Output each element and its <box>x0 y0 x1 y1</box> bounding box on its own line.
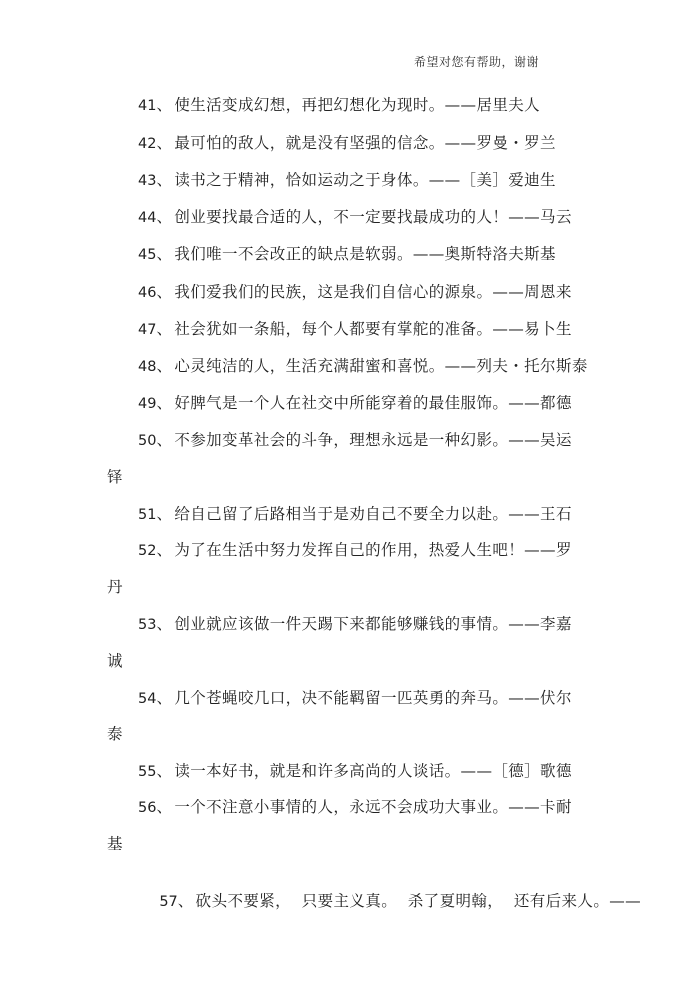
quote-42 <box>138 133 556 154</box>
quote-number: 50 <box>138 433 157 449</box>
quote-number: 44 <box>138 210 157 226</box>
quote-text: 不参加变革社会的斗争，理想永远是一种幻影。——吴运 <box>174 431 572 449</box>
quote-number: 47 <box>138 322 157 338</box>
quote-separator: 、 <box>156 431 173 449</box>
quote-57 <box>138 871 641 932</box>
quote-number: 45 <box>138 247 157 263</box>
quote-text: 心灵纯洁的人，生活充满甜蜜和喜悦。——列夫・托尔斯泰 <box>174 357 588 375</box>
quote-text: 给自己留了后路相当于是劝自己不要全力以赴。——王石 <box>174 505 572 523</box>
quote-53 <box>138 614 572 635</box>
quote-text: 创业要找最合适的人，不一定要找最成功的人！——马云 <box>174 208 572 226</box>
quote-text: 一个不注意小事情的人，永远不会成功大事业。——卡耐 <box>174 798 572 816</box>
quote-55 <box>138 761 572 782</box>
quote-47 <box>138 319 572 340</box>
quote-text: 社会犹如一条船，每个人都要有掌舵的准备。——易卜生 <box>174 320 572 338</box>
header-note: 希望对您有帮助，谢谢 <box>414 55 540 69</box>
quote-53-continuation: 诚 <box>107 652 123 670</box>
quote-number: 56 <box>138 800 157 816</box>
quote-separator: 、 <box>156 171 173 189</box>
quote-number: 54 <box>138 691 157 707</box>
quote-separator: 、 <box>156 208 173 226</box>
quote-48 <box>138 356 588 377</box>
quote-separator: 、 <box>156 762 173 780</box>
quote-text: 最可怕的敌人，就是没有坚强的信念。——罗曼・罗兰 <box>174 134 556 152</box>
quote-54 <box>138 688 572 709</box>
quote-56-continuation: 基 <box>107 835 123 853</box>
quote-number: 51 <box>138 507 157 523</box>
quote-text: 好脾气是一个人在社交中所能穿着的最佳服饰。——都德 <box>174 394 572 412</box>
quote-number: 55 <box>138 764 157 780</box>
quote-separator: 、 <box>156 134 173 152</box>
quote-number: 48 <box>138 359 157 375</box>
quote-separator: 、 <box>156 245 173 263</box>
quote-number: 57 <box>159 894 178 910</box>
quote-separator: 、 <box>177 892 194 910</box>
quote-separator: 、 <box>156 541 173 559</box>
quote-number: 46 <box>138 285 157 301</box>
quote-text: 创业就应该做一件天踢下来都能够赚钱的事情。——李嘉 <box>174 615 572 633</box>
quote-41 <box>138 95 540 116</box>
quote-text: 为了在生活中努力发挥自己的作用，热爱人生吧！——罗 <box>174 541 572 559</box>
quote-number: 53 <box>138 617 157 633</box>
quote-52 <box>138 540 572 561</box>
quote-number: 42 <box>138 136 157 152</box>
quote-56 <box>138 797 572 818</box>
quote-54-continuation: 泰 <box>107 725 123 743</box>
quote-separator: 、 <box>156 798 173 816</box>
quote-text: 使生活变成幻想，再把幻想化为现时。——居里夫人 <box>174 96 541 114</box>
quote-separator: 、 <box>156 320 173 338</box>
quote-separator: 、 <box>156 394 173 412</box>
quote-44 <box>138 207 572 228</box>
quote-text: 几个苍蝇咬几口，决不能羁留一匹英勇的奔马。——伏尔 <box>174 689 572 707</box>
quote-number: 49 <box>138 396 157 412</box>
quote-number: 52 <box>138 543 157 559</box>
quote-43 <box>138 170 556 191</box>
quote-number: 43 <box>138 173 157 189</box>
quote-46 <box>138 282 572 303</box>
quote-separator: 、 <box>156 283 173 301</box>
quote-separator: 、 <box>156 96 173 114</box>
quote-separator: 、 <box>156 615 173 633</box>
quote-text: 读书之于精神，恰如运动之于身体。——［美］爱迪生 <box>174 171 556 189</box>
quote-separator: 、 <box>156 689 173 707</box>
quote-49 <box>138 393 572 414</box>
quote-50 <box>138 430 572 451</box>
quote-number: 41 <box>138 98 157 114</box>
quote-separator: 、 <box>156 357 173 375</box>
quote-text: 读一本好书，就是和许多高尚的人谈话。——［德］歌德 <box>174 762 572 780</box>
quote-text: 我们爱我们的民族，这是我们自信心的源泉。——周恩来 <box>174 283 572 301</box>
quote-50-continuation: 铎 <box>107 468 123 486</box>
quote-45 <box>138 244 556 265</box>
quote-separator: 、 <box>156 505 173 523</box>
quote-text: 砍头不要紧， 只要主义真。 杀了夏明翰， 还有后来人。—— <box>195 892 642 910</box>
quote-51 <box>138 504 572 525</box>
quote-52-continuation: 丹 <box>107 578 123 596</box>
quote-text: 我们唯一不会改正的缺点是软弱。——奥斯特洛夫斯基 <box>174 245 556 263</box>
